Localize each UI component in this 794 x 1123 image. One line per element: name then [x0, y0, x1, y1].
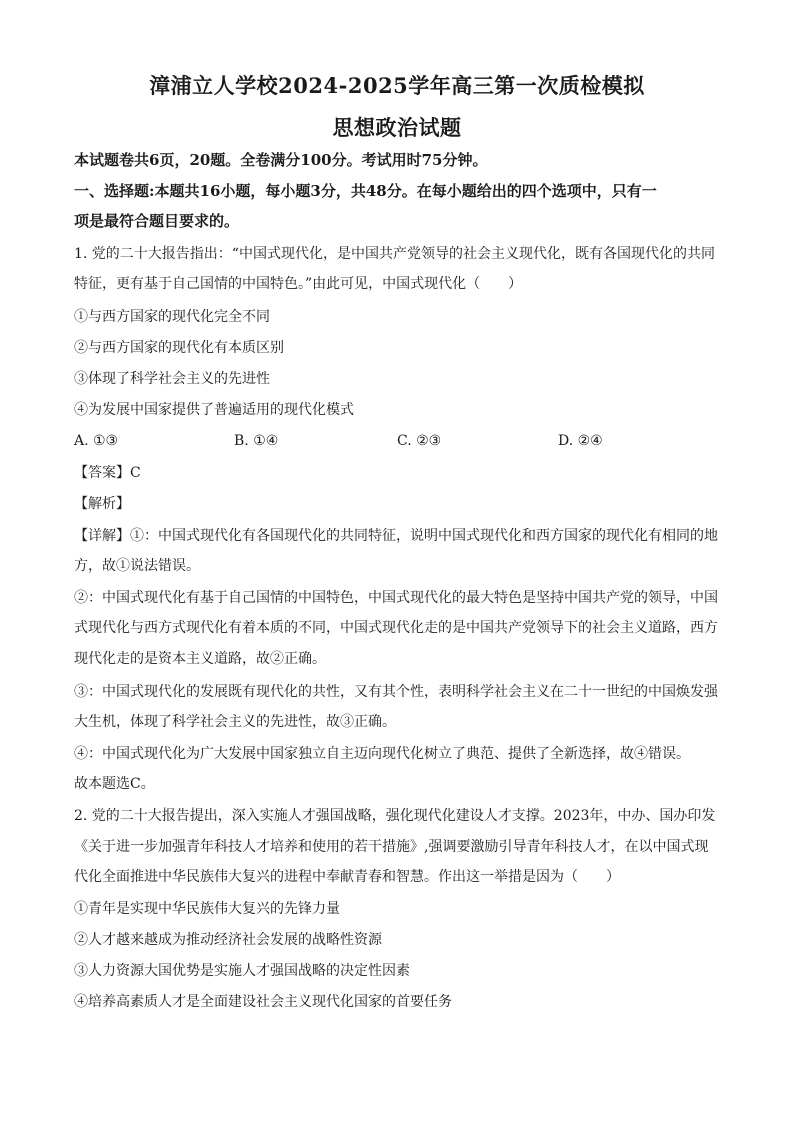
exam-title: 漳浦立人学校2024-2025学年高三第一次质检模拟	[149, 73, 645, 98]
exam-intro: 本试题卷共6页，20题。全卷满分100分。考试用时75分钟。	[74, 151, 488, 169]
q2-item-1: ①青年是实现中华民族伟大复兴的先锋力量	[74, 901, 340, 917]
q2-item-2: ②人才越来越成为推动经济社会发展的战略性资源	[74, 932, 382, 948]
q1-detail-line1: 【详解】①：中国式现代化有各国现代化的共同特征，说明中国式现代化和西方国家的现代化有相同的地	[74, 528, 718, 544]
exam-subtitle: 思想政治试题	[332, 115, 462, 140]
q1-detail-line2: 方，故①说法错误。	[74, 558, 200, 574]
q2-item-3: ③人力资源大国优势是实施人才强国战略的决定性因素	[74, 963, 410, 979]
q1-stem-line1: 1. 党的二十大报告指出：“中国式现代化，是中国共产党领导的社会主义现代化，既有各国现代化的共同	[74, 246, 715, 262]
q1-detail-line7: 大生机，体现了科学社会主义的先进性，故③正确。	[74, 714, 396, 730]
q1-answer: 【答案】C	[74, 465, 141, 481]
q1-option-a: A. ①③	[74, 433, 119, 449]
section-heading-line2: 项是最符合题目要求的。	[74, 212, 240, 230]
section-heading-line1: 一、选择题:本题共16小题，每小题3分，共48分。在每小题给出的四个选项中，只有一	[74, 182, 657, 200]
q1-option-c: C. ②③	[397, 433, 442, 449]
q1-detail-line5: 现代化走的是资本主义道路，故②正确。	[74, 651, 326, 667]
q1-item-2: ②与西方国家的现代化有本质区别	[74, 340, 284, 356]
q1-item-4: ④为发展中国家提供了普遍适用的现代化模式	[74, 402, 354, 418]
q2-stem-line1: 2. 党的二十大报告提出，深入实施人才强国战略，强化现代化建设人才支撑。2023年，中办、国办印发	[74, 808, 716, 824]
q1-detail-line3: ②：中国式现代化有基于自己国情的中国特色，中国式现代化的最大特色是坚持中国共产党的领导，中国	[74, 590, 718, 606]
q2-item-4: ④培养高素质人才是全面建设社会主义现代化国家的首要任务	[74, 994, 452, 1010]
q1-item-3: ③体现了科学社会主义的先进性	[74, 371, 270, 387]
q1-option-b: B. ①④	[234, 433, 279, 449]
q1-detail-line6: ③：中国式现代化的发展既有现代化的共性，又有其个性，表明科学社会主义在二十一世纪的中国焕发强	[74, 684, 718, 700]
q1-stem-line2: 特征，更有基于自己国情的中国特色。”由此可见，中国式现代化（ ）	[74, 276, 523, 292]
q1-detail-line4: 式现代化与西方式现代化有着本质的不同，中国式现代化走的是中国共产党领导下的社会主义道路，西方	[74, 620, 718, 636]
q2-stem-line3: 代化全面推进中华民族伟大复兴的进程中奉献青春和智慧。作出这一举措是因为（ ）	[74, 869, 620, 885]
q1-analysis-label: 【解析】	[74, 496, 130, 512]
q2-stem-line2: 《关于进一步加强青年科技人才培养和使用的若干措施》,强调要激励引导青年科技人才，在以中国式现	[74, 839, 709, 855]
q1-detail-line8: ④：中国式现代化为广大发展中国家独立自主迈向现代化树立了典范、提供了全新选择，故④错误。	[74, 746, 690, 762]
q1-item-1: ①与西方国家的现代化完全不同	[74, 309, 270, 325]
q1-option-d: D. ②④	[558, 433, 603, 449]
q1-conclusion: 故本题选C。	[74, 776, 155, 792]
